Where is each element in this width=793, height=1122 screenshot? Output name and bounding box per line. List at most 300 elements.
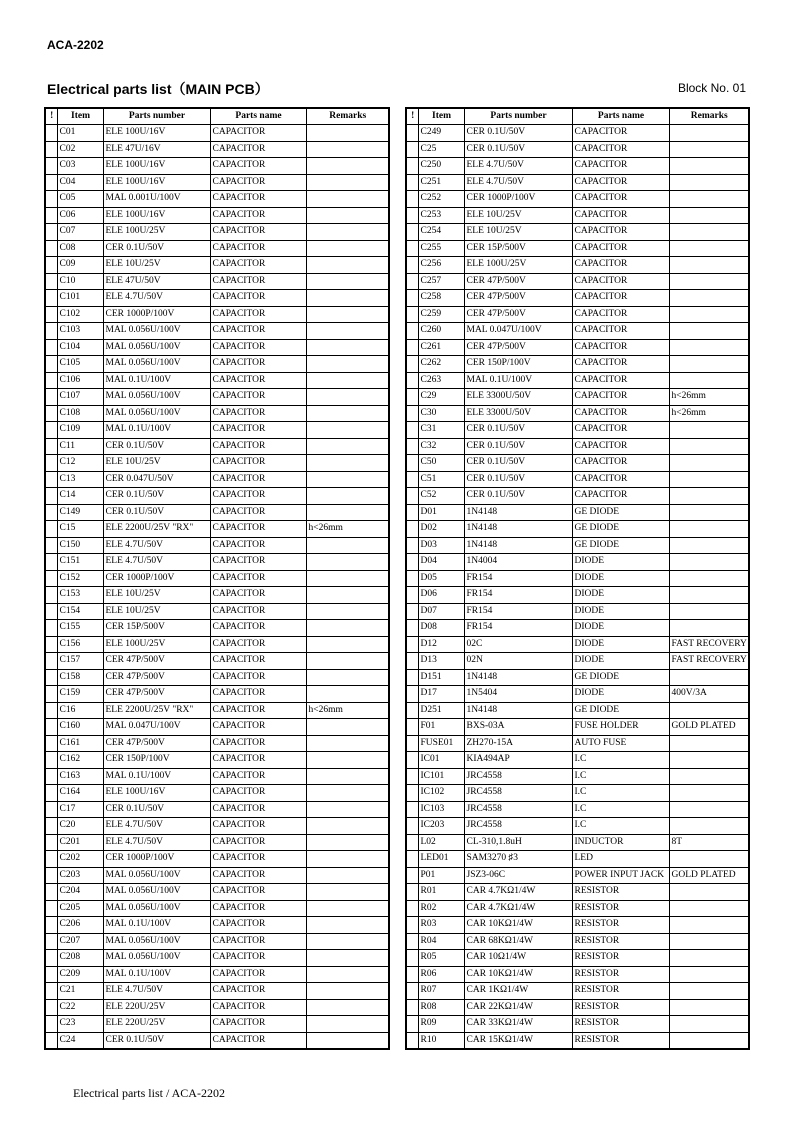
parts-number-cell: CER 1000P/100V <box>103 570 210 587</box>
flag-cell <box>45 125 57 142</box>
remarks-cell <box>306 455 389 472</box>
table-row <box>45 603 389 620</box>
parts-name-cell: CAPACITOR <box>210 422 306 439</box>
flag-cell <box>45 620 57 637</box>
parts-number-cell: 1N4148 <box>464 669 572 686</box>
table-row <box>406 323 749 340</box>
item-cell: C205 <box>57 900 103 917</box>
parts-number-cell: ELE 100U/16V <box>103 125 210 142</box>
flag-cell <box>45 636 57 653</box>
remarks-cell <box>306 719 389 736</box>
table-row <box>45 950 389 967</box>
table-row <box>45 455 389 472</box>
parts-name-cell: CAPACITOR <box>572 224 669 241</box>
remarks-cell <box>669 290 749 307</box>
item-cell: D12 <box>418 636 464 653</box>
remarks-cell <box>669 125 749 142</box>
flag-cell <box>406 422 418 439</box>
parts-number-cell: ELE 47U/50V <box>103 273 210 290</box>
item-cell: C160 <box>57 719 103 736</box>
flag-cell <box>406 240 418 257</box>
flag-cell <box>406 372 418 389</box>
parts-number-cell: CER 1000P/100V <box>103 306 210 323</box>
item-cell: C13 <box>57 471 103 488</box>
parts-number-cell: ELE 10U/25V <box>464 207 572 224</box>
remarks-cell <box>306 306 389 323</box>
remarks-cell <box>669 372 749 389</box>
item-cell: R09 <box>418 1016 464 1033</box>
flag-cell <box>45 504 57 521</box>
remarks-cell <box>306 240 389 257</box>
parts-name-cell: CAPACITOR <box>210 504 306 521</box>
table-row <box>45 191 389 208</box>
remarks-cell <box>306 554 389 571</box>
parts-number-cell: FR154 <box>464 570 572 587</box>
flag-cell <box>45 999 57 1016</box>
flag-cell <box>45 1016 57 1033</box>
remarks-cell <box>306 933 389 950</box>
table-row <box>406 570 749 587</box>
item-cell: IC102 <box>418 785 464 802</box>
table-row <box>45 834 389 851</box>
flag-cell <box>45 389 57 406</box>
table-row <box>45 504 389 521</box>
parts-name-cell: CAPACITOR <box>572 356 669 373</box>
flag-cell <box>45 554 57 571</box>
parts-number-cell: CER 0.1U/50V <box>464 141 572 158</box>
flag-cell <box>406 537 418 554</box>
remarks-cell <box>669 306 749 323</box>
flag-cell <box>406 702 418 719</box>
flag-cell <box>406 554 418 571</box>
item-cell: C17 <box>57 801 103 818</box>
item-cell: C31 <box>418 422 464 439</box>
remarks-cell <box>306 917 389 934</box>
table-row <box>45 620 389 637</box>
parts-number-cell: CAR 1KΩ1/4W <box>464 983 572 1000</box>
parts-name-cell: CAPACITOR <box>210 686 306 703</box>
parts-name-cell: CAPACITOR <box>210 950 306 967</box>
remarks-cell <box>669 851 749 868</box>
column-header-remarks: Remarks <box>669 108 749 125</box>
flag-cell <box>45 290 57 307</box>
parts-number-cell: SAM3270 ♯3 <box>464 851 572 868</box>
item-cell: C25 <box>418 141 464 158</box>
flag-cell <box>406 207 418 224</box>
table-row <box>406 636 749 653</box>
table-row <box>406 983 749 1000</box>
parts-number-cell: ELE 2200U/25V "RX" <box>103 521 210 538</box>
table-row <box>406 422 749 439</box>
parts-name-cell: GE DIODE <box>572 521 669 538</box>
item-cell: C03 <box>57 158 103 175</box>
flag-cell <box>45 950 57 967</box>
item-cell: IC101 <box>418 768 464 785</box>
remarks-cell <box>306 768 389 785</box>
item-cell: C209 <box>57 966 103 983</box>
remarks-cell: FAST RECOVERY <box>669 636 749 653</box>
flag-cell <box>406 752 418 769</box>
item-cell: C07 <box>57 224 103 241</box>
flag-cell <box>45 240 57 257</box>
parts-name-cell: CAPACITOR <box>210 818 306 835</box>
parts-name-cell: I.C <box>572 752 669 769</box>
item-cell: P01 <box>418 867 464 884</box>
remarks-cell <box>306 339 389 356</box>
parts-name-cell: CAPACITOR <box>572 488 669 505</box>
flag-cell <box>45 686 57 703</box>
flag-cell <box>45 570 57 587</box>
flag-cell <box>45 372 57 389</box>
parts-name-cell: CAPACITOR <box>210 488 306 505</box>
parts-number-cell: KIA494AP <box>464 752 572 769</box>
parts-number-cell: CER 0.1U/50V <box>103 1032 210 1049</box>
flag-cell <box>45 669 57 686</box>
parts-number-cell: ELE 2200U/25V "RX" <box>103 702 210 719</box>
remarks-cell <box>669 917 749 934</box>
parts-name-cell: RESISTOR <box>572 933 669 950</box>
parts-name-cell: CAPACITOR <box>572 323 669 340</box>
flag-cell <box>406 290 418 307</box>
item-cell: C106 <box>57 372 103 389</box>
table-row <box>406 455 749 472</box>
parts-number-cell: MAL 0.001U/100V <box>103 191 210 208</box>
remarks-cell <box>306 603 389 620</box>
remarks-cell <box>669 471 749 488</box>
table-row <box>406 884 749 901</box>
parts-number-cell: CER 0.1U/50V <box>103 504 210 521</box>
remarks-cell <box>669 785 749 802</box>
parts-name-cell: CAPACITOR <box>572 422 669 439</box>
flag-cell <box>406 471 418 488</box>
table-row <box>45 389 389 406</box>
table-row <box>45 686 389 703</box>
flag-cell <box>406 603 418 620</box>
flag-cell <box>45 207 57 224</box>
table-row <box>406 768 749 785</box>
remarks-cell <box>306 372 389 389</box>
remarks-cell <box>669 455 749 472</box>
table-row <box>406 405 749 422</box>
parts-number-cell: ELE 4.7U/50V <box>103 537 210 554</box>
remarks-cell <box>306 620 389 637</box>
remarks-cell <box>669 438 749 455</box>
remarks-cell <box>669 587 749 604</box>
flag-cell <box>45 521 57 538</box>
item-cell: C150 <box>57 537 103 554</box>
remarks-cell <box>669 537 749 554</box>
table-row <box>45 323 389 340</box>
parts-name-cell: CAPACITOR <box>210 273 306 290</box>
table-row <box>406 603 749 620</box>
parts-name-cell: DIODE <box>572 554 669 571</box>
flag-cell <box>45 900 57 917</box>
table-row <box>406 966 749 983</box>
remarks-cell <box>669 570 749 587</box>
item-cell: C159 <box>57 686 103 703</box>
parts-number-cell: ELE 4.7U/50V <box>103 834 210 851</box>
parts-number-cell: 02N <box>464 653 572 670</box>
parts-name-cell: CAPACITOR <box>210 966 306 983</box>
flag-cell <box>406 818 418 835</box>
item-cell: R02 <box>418 900 464 917</box>
table-row <box>45 669 389 686</box>
parts-name-cell: CAPACITOR <box>572 339 669 356</box>
table-row <box>406 801 749 818</box>
remarks-cell <box>306 587 389 604</box>
item-cell: C108 <box>57 405 103 422</box>
table-row <box>45 537 389 554</box>
item-cell: C157 <box>57 653 103 670</box>
parts-table-left-body <box>45 125 389 1050</box>
parts-name-cell: CAPACITOR <box>572 257 669 274</box>
parts-name-cell: CAPACITOR <box>210 521 306 538</box>
flag-cell <box>45 306 57 323</box>
parts-name-cell: CAPACITOR <box>210 570 306 587</box>
parts-name-cell: DIODE <box>572 636 669 653</box>
parts-name-cell: CAPACITOR <box>210 719 306 736</box>
item-cell: C153 <box>57 587 103 604</box>
item-cell: C24 <box>57 1032 103 1049</box>
remarks-cell <box>306 801 389 818</box>
remarks-cell: GOLD PLATED <box>669 719 749 736</box>
item-cell: C51 <box>418 471 464 488</box>
table-row <box>45 1032 389 1049</box>
parts-number-cell: CER 0.1U/50V <box>464 471 572 488</box>
parts-name-cell: CAPACITOR <box>210 158 306 175</box>
remarks-cell <box>306 141 389 158</box>
item-cell: C257 <box>418 273 464 290</box>
parts-number-cell: MAL 0.056U/100V <box>103 867 210 884</box>
parts-number-cell: CER 47P/500V <box>464 306 572 323</box>
flag-cell <box>406 158 418 175</box>
flag-cell <box>406 867 418 884</box>
flag-cell <box>45 455 57 472</box>
table-row <box>45 702 389 719</box>
item-cell: IC103 <box>418 801 464 818</box>
table-row <box>406 669 749 686</box>
parts-number-cell: CER 47P/500V <box>103 669 210 686</box>
parts-name-cell: CAPACITOR <box>210 471 306 488</box>
table-row <box>45 125 389 142</box>
flag-cell <box>406 834 418 851</box>
remarks-cell <box>669 1032 749 1049</box>
flag-cell <box>45 983 57 1000</box>
item-cell: D05 <box>418 570 464 587</box>
parts-number-cell: MAL 0.1U/100V <box>103 422 210 439</box>
column-header-parts-number: Parts number <box>464 108 572 125</box>
table-row <box>45 240 389 257</box>
column-header-remarks: Remarks <box>306 108 389 125</box>
table-row <box>45 785 389 802</box>
table-row <box>406 933 749 950</box>
remarks-cell <box>306 290 389 307</box>
table-row <box>45 356 389 373</box>
remarks-cell <box>306 834 389 851</box>
table-row <box>406 389 749 406</box>
table-row <box>45 818 389 835</box>
item-cell: R03 <box>418 917 464 934</box>
parts-name-cell: RESISTOR <box>572 917 669 934</box>
item-cell: D01 <box>418 504 464 521</box>
parts-name-cell: CAPACITOR <box>572 141 669 158</box>
item-cell: C263 <box>418 372 464 389</box>
flag-cell <box>45 917 57 934</box>
parts-name-cell: CAPACITOR <box>210 141 306 158</box>
table-row <box>45 851 389 868</box>
parts-name-cell: CAPACITOR <box>210 999 306 1016</box>
parts-name-cell: RESISTOR <box>572 950 669 967</box>
parts-number-cell: CER 0.047U/50V <box>103 471 210 488</box>
item-cell: D06 <box>418 587 464 604</box>
table-row <box>45 983 389 1000</box>
remarks-cell <box>306 224 389 241</box>
remarks-cell: 8T <box>669 834 749 851</box>
remarks-cell <box>669 768 749 785</box>
parts-name-cell: CAPACITOR <box>210 768 306 785</box>
flag-cell <box>406 521 418 538</box>
parts-name-cell: CAPACITOR <box>210 1032 306 1049</box>
parts-name-cell: DIODE <box>572 653 669 670</box>
parts-name-cell: DIODE <box>572 620 669 637</box>
table-row <box>45 587 389 604</box>
table-row <box>45 158 389 175</box>
remarks-cell <box>306 636 389 653</box>
parts-number-cell: 1N4004 <box>464 554 572 571</box>
parts-name-cell: RESISTOR <box>572 1032 669 1049</box>
parts-name-cell: CAPACITOR <box>572 240 669 257</box>
remarks-cell <box>669 224 749 241</box>
parts-number-cell: ELE 10U/25V <box>464 224 572 241</box>
item-cell: R06 <box>418 966 464 983</box>
item-cell: L02 <box>418 834 464 851</box>
parts-number-cell: 1N5404 <box>464 686 572 703</box>
item-cell: D251 <box>418 702 464 719</box>
parts-name-cell: CAPACITOR <box>210 339 306 356</box>
parts-number-cell: ELE 220U/25V <box>103 1016 210 1033</box>
remarks-cell: h<26mm <box>669 405 749 422</box>
table-row <box>45 653 389 670</box>
flag-cell <box>45 867 57 884</box>
flag-cell <box>45 1032 57 1049</box>
parts-name-cell: CAPACITOR <box>210 537 306 554</box>
item-cell: C16 <box>57 702 103 719</box>
remarks-cell <box>306 999 389 1016</box>
item-cell: C52 <box>418 488 464 505</box>
table-row <box>45 884 389 901</box>
flag-cell <box>406 983 418 1000</box>
table-row <box>406 587 749 604</box>
remarks-cell <box>306 422 389 439</box>
table-row <box>406 867 749 884</box>
parts-number-cell: ELE 100U/25V <box>103 224 210 241</box>
flag-cell <box>406 323 418 340</box>
item-cell: D17 <box>418 686 464 703</box>
flag-cell <box>406 339 418 356</box>
remarks-cell <box>306 273 389 290</box>
parts-number-cell: MAL 0.056U/100V <box>103 884 210 901</box>
parts-number-cell: ELE 4.7U/50V <box>103 983 210 1000</box>
parts-number-cell: CAR 10Ω1/4W <box>464 950 572 967</box>
parts-name-cell: I.C <box>572 801 669 818</box>
item-cell: C23 <box>57 1016 103 1033</box>
remarks-cell <box>669 966 749 983</box>
parts-number-cell: CER 0.1U/50V <box>103 488 210 505</box>
remarks-cell <box>306 653 389 670</box>
parts-number-cell: ELE 47U/16V <box>103 141 210 158</box>
parts-name-cell: RESISTOR <box>572 999 669 1016</box>
parts-name-cell: CAPACITOR <box>210 983 306 1000</box>
item-cell: C101 <box>57 290 103 307</box>
item-cell: C14 <box>57 488 103 505</box>
table-row <box>406 851 749 868</box>
item-cell: C260 <box>418 323 464 340</box>
table-row <box>45 636 389 653</box>
remarks-cell <box>669 257 749 274</box>
flag-cell <box>406 389 418 406</box>
remarks-cell <box>306 257 389 274</box>
table-row <box>45 372 389 389</box>
item-cell: C50 <box>418 455 464 472</box>
flag-cell <box>406 273 418 290</box>
parts-name-cell: CAPACITOR <box>572 174 669 191</box>
remarks-cell <box>669 620 749 637</box>
item-cell: C252 <box>418 191 464 208</box>
parts-number-cell: MAL 0.056U/100V <box>103 900 210 917</box>
parts-name-cell: CAPACITOR <box>210 224 306 241</box>
table-row <box>45 867 389 884</box>
parts-number-cell: MAL 0.1U/100V <box>103 372 210 389</box>
parts-name-cell: CAPACITOR <box>210 290 306 307</box>
parts-number-cell: CER 0.1U/50V <box>103 240 210 257</box>
table-row <box>45 966 389 983</box>
column-header-parts-name: Parts name <box>572 108 669 125</box>
remarks-cell <box>669 339 749 356</box>
remarks-cell <box>306 158 389 175</box>
parts-name-cell: CAPACITOR <box>210 257 306 274</box>
parts-name-cell: CAPACITOR <box>572 306 669 323</box>
parts-number-cell: CER 47P/500V <box>103 735 210 752</box>
item-cell: C104 <box>57 339 103 356</box>
parts-name-cell: CAPACITOR <box>210 636 306 653</box>
table-row <box>406 356 749 373</box>
parts-number-cell: MAL 0.047U/100V <box>103 719 210 736</box>
table-row <box>406 207 749 224</box>
flag-cell <box>45 966 57 983</box>
flag-cell <box>45 752 57 769</box>
parts-number-cell: MAL 0.1U/100V <box>464 372 572 389</box>
table-row <box>406 653 749 670</box>
item-cell: C02 <box>57 141 103 158</box>
page-footer: Electrical parts list / ACA-2202 <box>73 1086 225 1100</box>
table-row <box>406 125 749 142</box>
parts-number-cell: CER 0.1U/50V <box>103 801 210 818</box>
table-header-row <box>406 108 749 125</box>
parts-name-cell: CAPACITOR <box>210 867 306 884</box>
flag-cell <box>406 356 418 373</box>
column-header-item: Item <box>57 108 103 125</box>
parts-number-cell: CER 47P/500V <box>103 686 210 703</box>
parts-number-cell: 1N4148 <box>464 537 572 554</box>
parts-number-cell: 1N4148 <box>464 702 572 719</box>
table-row <box>406 224 749 241</box>
parts-number-cell: ELE 100U/16V <box>103 158 210 175</box>
item-cell: C01 <box>57 125 103 142</box>
table-row <box>406 191 749 208</box>
flag-cell <box>45 933 57 950</box>
flag-cell <box>406 719 418 736</box>
remarks-cell <box>306 752 389 769</box>
